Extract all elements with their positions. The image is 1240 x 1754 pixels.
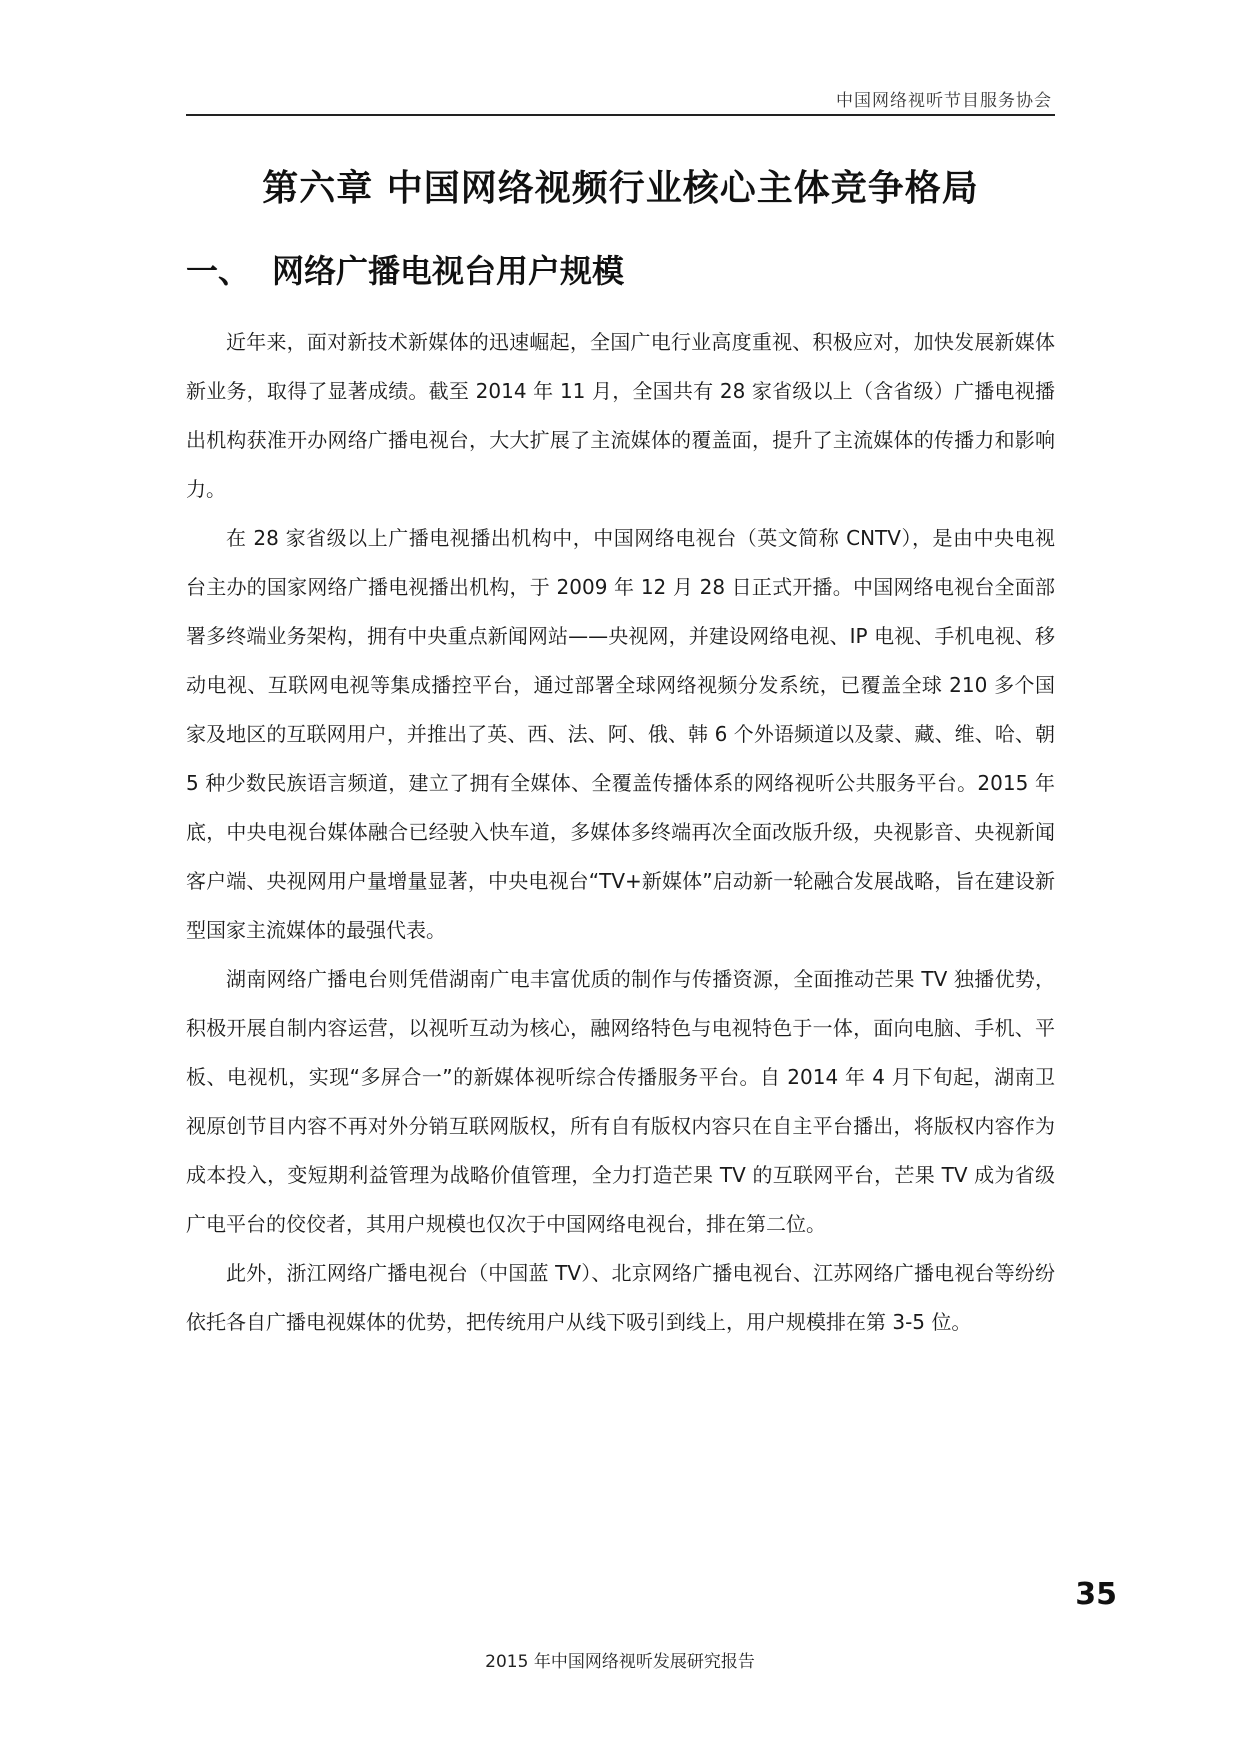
paragraph: 湖南网络广播电台则凭借湖南广电丰富优质的制作与传播资源，全面推动芒果 TV 独播优势，积极开展自制内容运营，以视听互动为核心，融网络特色与电视特色于一体，面向电脑、手机、平板、电视机，实现“多屏合一”的新媒体视听综合传播服务平台。自 2014 年 4 月下旬起，湖南卫视原创节目内容不再对外分销互联网版权，所有自有版权内容只在自主平台播出，将版权内容作为成本投入，变短期利益管理为战略价值管理，全力打造芒果 TV 的互联网平台，芒果 TV 成为省级广电平台的佼佼者，其用户规模也仅次于中国网络电视台，排在第二位。: [186, 967, 1055, 1236]
paragraph: 此外，浙江网络广播电视台（中国蓝 TV）、北京网络广播电视台、江苏网络广播电视台等纷纷依托各自广播电视媒体的优势，把传统用户从线下吸引到线上，用户规模排在第 3-5 位。: [186, 1261, 1055, 1334]
paragraph: 在 28 家省级以上广播电视播出机构中，中国网络电视台（英文简称 CNTV），是由中央电视台主办的国家网络广播电视播出机构，于 2009 年 12 月 28 日正式开播。中国网络电视台全面部署多终端业务架构，拥有中央重点新闻网站——央视网，并建设网络电视、IP 电视、手机电视、移动电视、互联网电视等集成播控平台，通过部署全球网络视频分发系统，已覆盖全球 210 多个国家及地区的互联网用户，并推出了英、西、法、阿、俄、韩 6 个外语频道以及蒙、藏、维、哈、朝 5 种少数民族语言频道，建立了拥有全媒体、全覆盖传播体系的网络视听公共服务平台。2015 年底，中央电视台媒体融合已经驶入快车道，多媒体多终端再次全面改版升级，央视影音、央视新闻客户端、央视网用户量增量显著，中央电视台“TV+新媒体”启动新一轮融合发展战略，旨在建设新型国家主流媒体的最强代表。: [186, 526, 1055, 942]
section-title: 网络广播电视台用户规模: [272, 252, 625, 290]
paragraph: 近年来，面对新技术新媒体的迅速崛起，全国广电行业高度重视、积极应对，加快发展新媒体新业务，取得了显著成绩。截至 2014 年 11 月，全国共有 28 家省级以上（含省级）广播电视播出机构获准开办网络广播电视台，大大扩展了主流媒体的覆盖面，提升了主流媒体的传播力和影响力。: [186, 330, 1055, 501]
running-footer: 2015 年中国网络视听发展研究报告: [485, 1652, 755, 1672]
chapter-title: 第六章 中国网络视频行业核心主体竞争格局: [262, 168, 979, 209]
header-rule: [186, 114, 1055, 116]
running-header: 中国网络视听节目服务协会: [836, 91, 1052, 111]
section-number: 一、: [186, 252, 251, 290]
section-heading: [186, 246, 624, 292]
body-text: [186, 318, 1055, 1347]
page-number: 35: [1075, 1577, 1117, 1612]
